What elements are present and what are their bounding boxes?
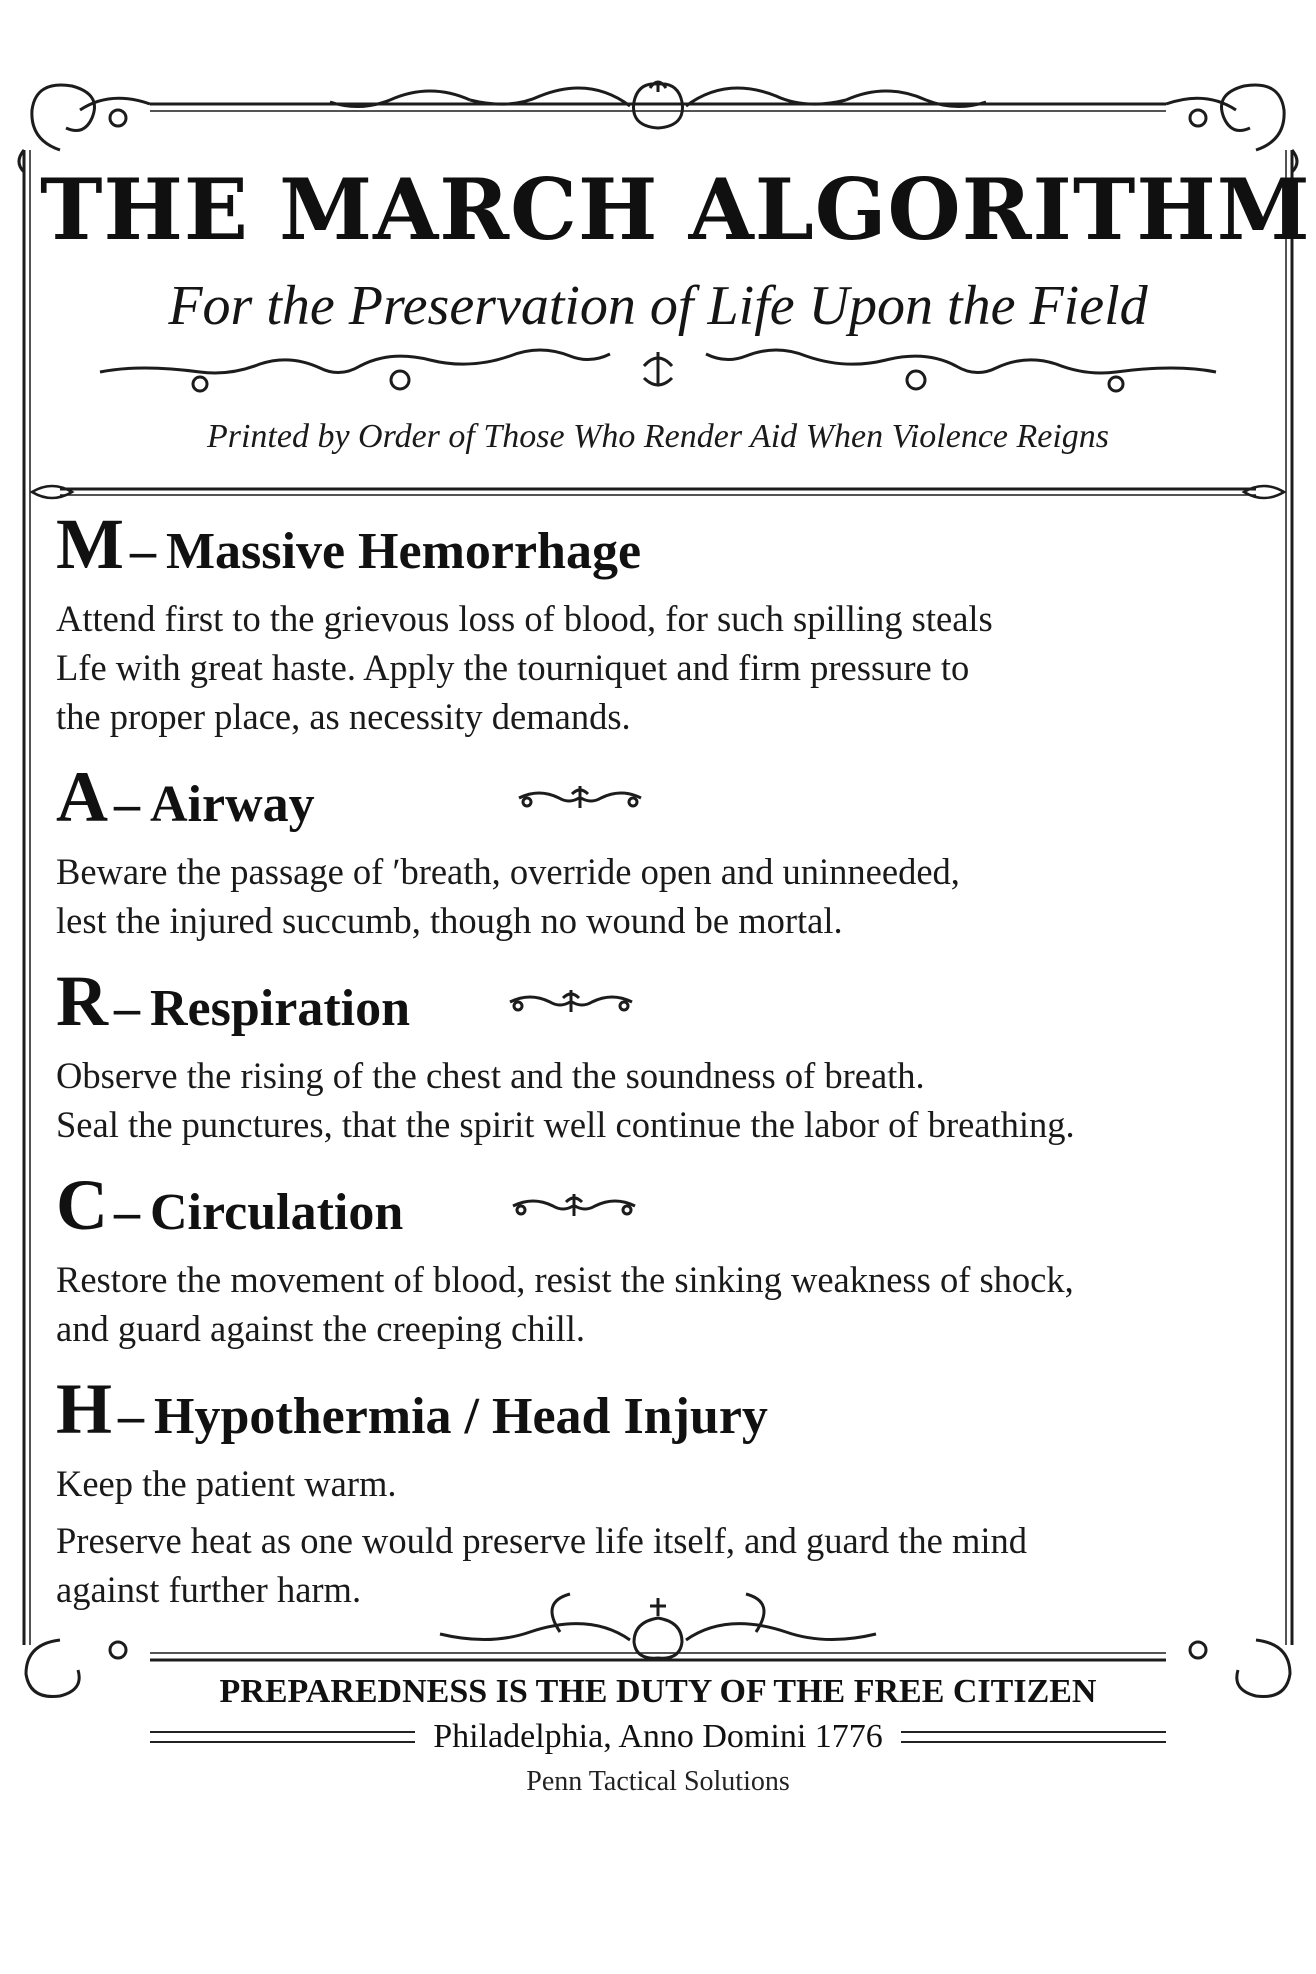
footer-motto: PREPAREDNESS IS THE DUTY OF THE FREE CITIZEN bbox=[219, 1673, 1097, 1710]
step-h bbox=[56, 1369, 1266, 1614]
small-scroll-flourish-icon bbox=[515, 782, 645, 812]
step-heading bbox=[56, 504, 1266, 584]
step-letter: H bbox=[56, 1369, 113, 1449]
step-line: and guard against the creeping chill. bbox=[56, 1308, 586, 1349]
step-heading bbox=[56, 1165, 1266, 1245]
step-c bbox=[56, 1165, 1266, 1353]
step-name: Airway bbox=[150, 776, 315, 833]
step-line: Preserve heat as one would preserve life itself, and guard the mind bbox=[56, 1520, 1027, 1561]
algorithm-steps bbox=[56, 504, 1266, 1634]
step-description bbox=[56, 1255, 1266, 1353]
step-letter: C bbox=[56, 1165, 108, 1245]
step-name: Massive Hemorrhage bbox=[165, 523, 642, 580]
step-line: Beware the passage of ʹbreath, override open and uninneeded, bbox=[56, 851, 960, 892]
step-line: Attend first to the grievous loss of blood, for such spilling steals bbox=[56, 598, 993, 639]
step-dash: – bbox=[114, 1184, 140, 1241]
double-rule-right bbox=[901, 1731, 1166, 1743]
step-heading bbox=[56, 961, 1266, 1041]
small-scroll-flourish-icon bbox=[506, 986, 636, 1016]
step-line: Seal the punctures, that the spirit well continue the labor of breathing. bbox=[56, 1104, 1075, 1145]
step-letter: A bbox=[56, 757, 108, 837]
step-line: lest the injured succumb, though no wound be mortal. bbox=[56, 900, 843, 941]
step-dash: – bbox=[114, 980, 140, 1037]
step-r bbox=[56, 961, 1266, 1149]
page-title: THE MARCH ALGORITHM bbox=[40, 160, 1311, 259]
footer-place-row bbox=[150, 1720, 1166, 1754]
step-line: Observe the rising of the chest and the soundness of breath. bbox=[56, 1055, 925, 1096]
step-a bbox=[56, 757, 1266, 945]
scroll-divider-icon bbox=[100, 350, 1216, 391]
step-description bbox=[56, 1459, 1266, 1614]
step-dash: – bbox=[118, 1388, 145, 1445]
step-line: against further harm. bbox=[56, 1569, 362, 1610]
step-description bbox=[56, 847, 1266, 945]
step-m bbox=[56, 504, 1266, 741]
step-letter: M bbox=[56, 504, 124, 584]
step-line: the proper place, as necessity demands. bbox=[56, 696, 631, 737]
step-line: Keep the patient warm. bbox=[56, 1463, 397, 1504]
step-heading bbox=[56, 757, 1266, 837]
small-scroll-flourish-icon bbox=[509, 1190, 639, 1220]
footer-company: Penn Tactical Solutions bbox=[526, 1766, 790, 1797]
footer-place: Philadelphia, Anno Domini 1776 bbox=[433, 1718, 883, 1755]
step-description bbox=[56, 1051, 1266, 1149]
header-divider bbox=[32, 486, 1284, 498]
page-subtitle: For the Preservation of Life Upon the Field bbox=[168, 275, 1148, 337]
step-dash: – bbox=[129, 523, 156, 580]
step-heading bbox=[56, 1369, 1266, 1449]
double-rule-left bbox=[150, 1731, 415, 1743]
step-description bbox=[56, 594, 1266, 741]
step-line: Lfe with great haste. Apply the tourniquet and firm pressure to bbox=[56, 647, 970, 688]
step-dash: – bbox=[114, 776, 140, 833]
scroll-flourish-icon bbox=[19, 82, 1297, 172]
printed-by-line: Printed by Order of Those Who Render Aid When Violence Reigns bbox=[206, 418, 1110, 455]
step-name: Circulation bbox=[150, 1184, 404, 1241]
step-letter: R bbox=[56, 961, 108, 1041]
step-name: Respiration bbox=[150, 980, 410, 1037]
step-line: Restore the movement of blood, resist the sinking weakness of shock, bbox=[56, 1259, 1074, 1300]
step-name: Hypothermia / Head Injury bbox=[154, 1388, 768, 1445]
